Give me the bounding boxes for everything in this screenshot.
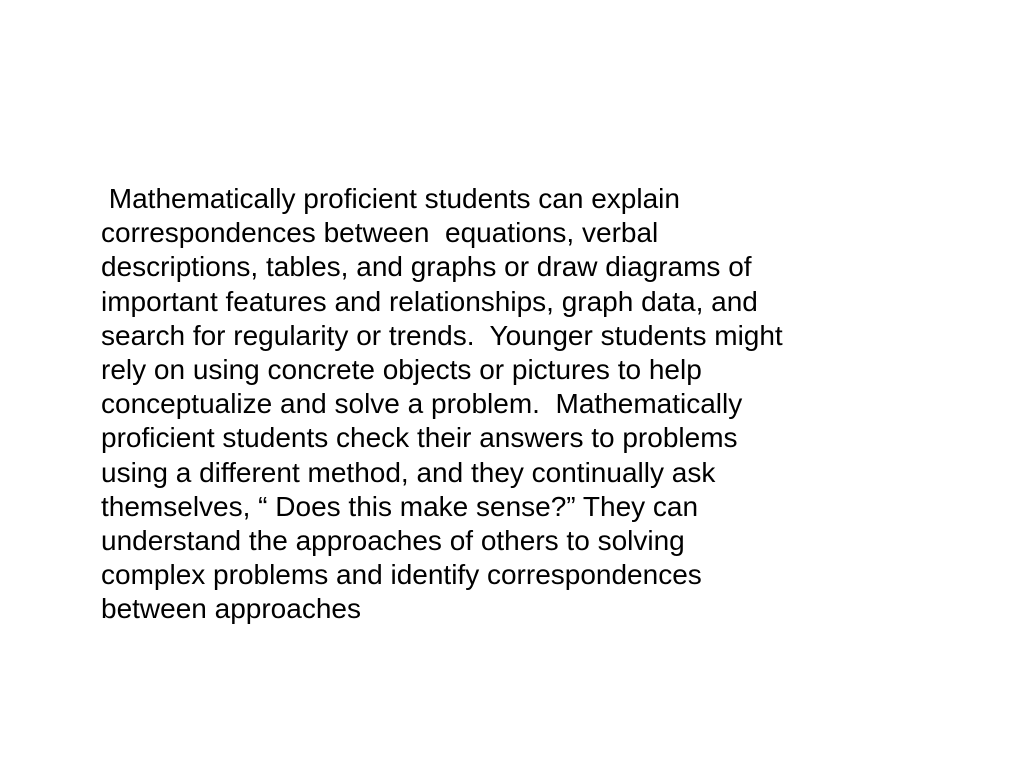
body-line-4: important features and relationships, graph data, and <box>101 285 758 317</box>
body-line-6: rely on using concrete objects or pictures to help <box>101 354 702 386</box>
body-line-11: understand the approaches of others to solving <box>101 525 685 557</box>
body-line-8: proficient students check their answers to problems <box>101 422 738 454</box>
body-line-9: using a different method, and they continually ask <box>101 456 716 488</box>
body-line-7: conceptualize and solve a problem. Mathematically <box>101 388 743 420</box>
body-line-12: complex problems and identify correspondences <box>101 559 702 591</box>
body-line-10: themselves, “ Does this make sense?” They can <box>101 490 699 522</box>
body-line-5: search for regularity or trends. Younger students might <box>101 319 783 351</box>
body-line-3: descriptions, tables, and graphs or draw diagrams of <box>101 251 752 283</box>
body-line-2: correspondences between equations, verbal <box>101 217 659 249</box>
slide-body-text <box>101 182 981 627</box>
body-line-1: Mathematically proficient students can explain <box>101 183 680 214</box>
body-line-13: between approaches <box>101 593 361 625</box>
